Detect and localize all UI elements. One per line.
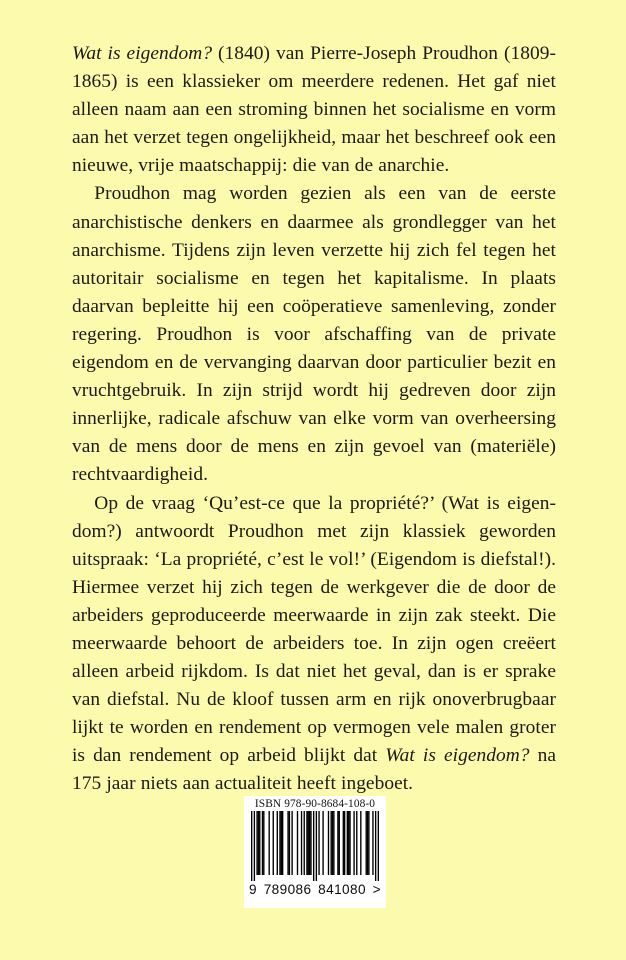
blurb-paragraph-3: Op de vraag ‘Qu’est-ce que la propriété?’ (Wat is eigendom?) antwoordt Proudhon met zijn klassiek geworden uitspraak: ‘La propriété, c’est le vol!’ (Eigendom is diefstal!). Hiermee verzet hij zich tegen de werkgever die de door de arbeiders geproduceerde meerwaarde in zijn zak steekt. Die meerwaarde behoort de arbeiders toe. In zijn ogen creëert alleen arbeid rijkdom. Is dat niet het geval, dan is er sprake van diefstal. Nu de kloof tussen arm en rijk onoverbrugbaar lijkt te worden en rendement op vermogen vele malen groter is dan rendement op arbeid blijkt dat Wat is eigendom? na 175 jaar niets aan actualiteit heeft ingeboet. — [72, 492, 556, 795]
barcode-digit-middle: 789086 — [263, 882, 312, 897]
barcode-digit-suffix: > — [372, 882, 381, 897]
barcode-digit-left: 9 — [249, 882, 257, 897]
blurb-text-block — [72, 40, 556, 799]
barcode-digits — [247, 882, 383, 897]
blurb-paragraph-2: Proudhon mag worden gezien als een van de eerste anarchistische denkers en daarmee als grondlegger van het anarchisme. Tijdens zijn leven verzette hij zich fel tegen het autoritair socialisme en tegen het kapitalisme. In plaats daarvan bepleitte hij een coöperatieve samenleving, zonder regering. Proudhon is voor afschaffing van de private eigendom en de vervanging daarvan door particulier bezit en vruchtgebruik. In zijn strijd wordt hij gedreven door zijn innerlijke, radicale afschuw van elke vorm van overheersing van de mens door de mens en zijn gevoel van (materiële) rechtvaardigheid. — [72, 183, 556, 486]
isbn-label: ISBN 978-90-8684-108-0 — [254, 798, 376, 810]
barcode-bars-graphic — [251, 811, 379, 881]
blurb-paragraph-1: Wat is eigendom? (1840) van Pierre-Joseph Proudhon (1809-1865) is een klassieker om meerdere redenen. Het gaf niet alleen naam aan een stroming binnen het socialisme en vorm aan het verzet tegen ongelijkheid, maar het beschreef ook een nieuwe, vrije maatschappij: die van de anarchie. — [72, 43, 556, 177]
isbn-barcode — [244, 796, 386, 908]
barcode-digit-right: 841080 — [318, 882, 366, 897]
